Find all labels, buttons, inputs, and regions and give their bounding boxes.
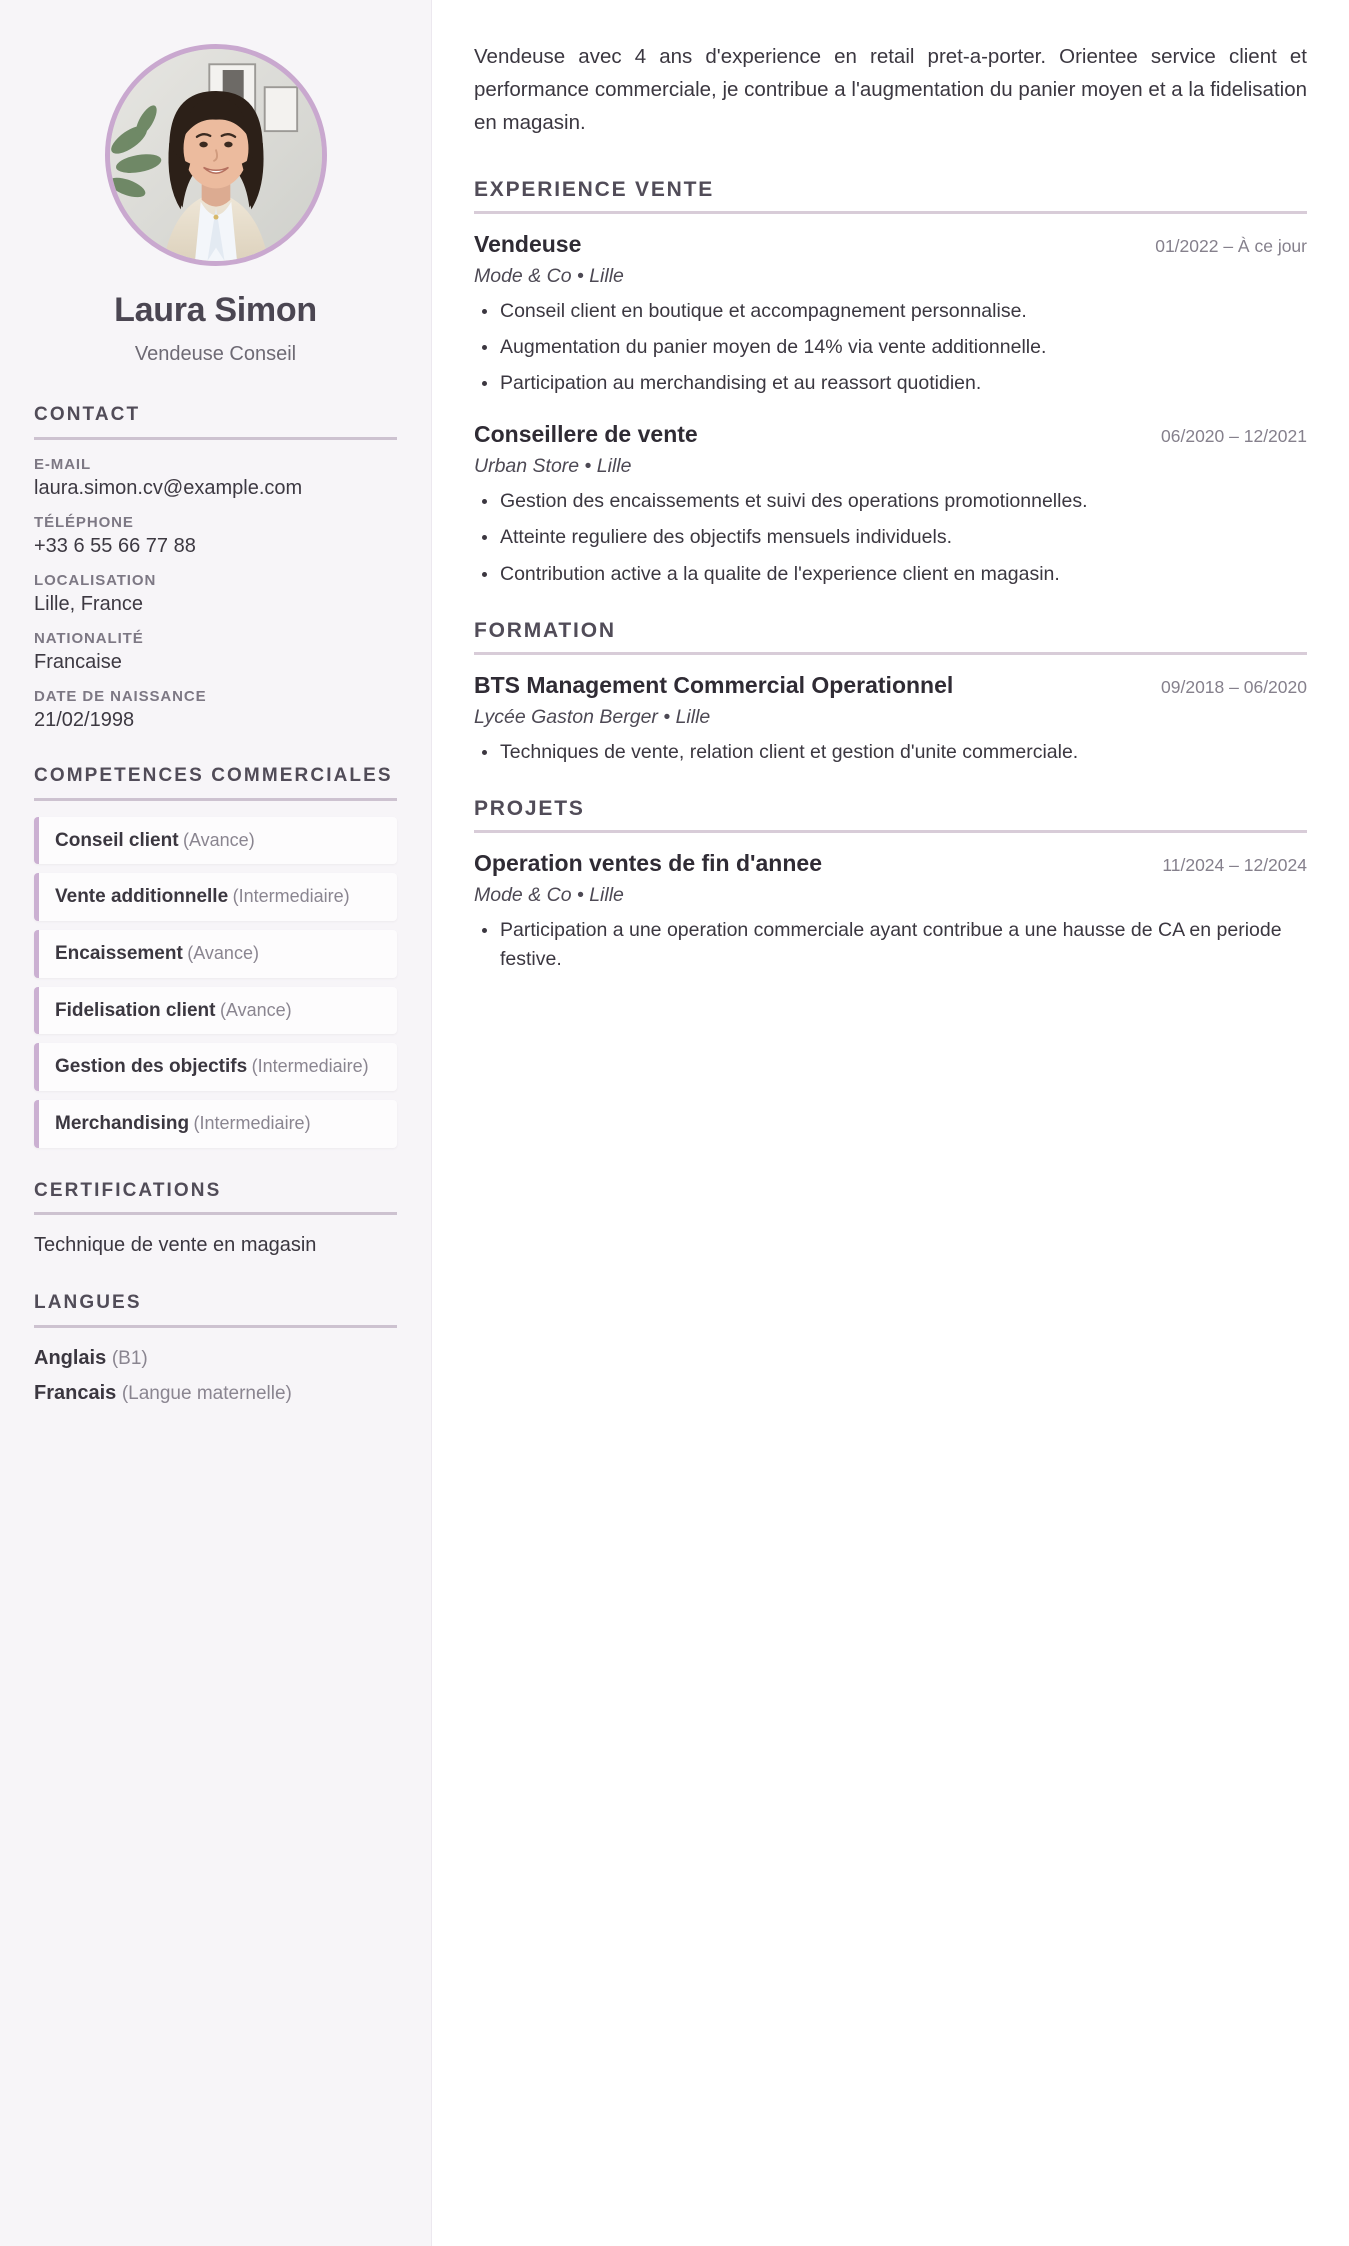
contact-field-label: E-MAIL: [34, 456, 92, 474]
section-divider: [474, 652, 1307, 655]
entry-header: [474, 230, 1307, 260]
skill-level: (Intermediaire): [232, 886, 350, 907]
experience-entry: [474, 420, 1307, 589]
contact-field-label: TÉLÉPHONE: [34, 514, 134, 532]
contact-field-label: DATE DE NAISSANCE: [34, 688, 207, 706]
projects-section-heading: PROJETS: [474, 797, 585, 821]
skill-name: Gestion des objectifs: [55, 1056, 248, 1078]
contact-field-value: +33 6 55 66 77 88: [34, 535, 196, 558]
section-divider: [34, 437, 397, 440]
contact-field-label: LOCALISATION: [34, 572, 157, 590]
skill-name: Encaissement: [55, 942, 183, 964]
project-entry: [474, 849, 1307, 974]
skill-item: [34, 817, 397, 865]
contact-field-value: 21/02/1998: [34, 709, 135, 732]
language-level: (Langue maternelle): [121, 1382, 292, 1404]
bullet-item: Atteinte reguliere des objectifs mensuels individuels.: [474, 523, 1307, 552]
skill-item: [34, 987, 397, 1035]
skill-item: [34, 1100, 397, 1148]
contact-field-location: [34, 572, 397, 617]
contact-field-value: laura.simon.cv@example.com: [34, 477, 303, 500]
entry-organization: Urban Store • Lille: [474, 455, 632, 478]
section-divider: [34, 798, 397, 801]
entry-title: BTS Management Commercial Operationnel: [474, 671, 954, 698]
language-name: Francais: [34, 1381, 117, 1404]
job-role-subtitle: Vendeuse Conseil: [134, 343, 297, 366]
profile-photo-image: [110, 49, 322, 261]
entry-dates: 06/2020 – 12/2021: [1161, 426, 1307, 447]
section-divider: [474, 211, 1307, 214]
experience-entry: [474, 230, 1307, 399]
skill-name: Merchandising: [55, 1112, 190, 1134]
skill-name: Fidelisation client: [55, 999, 216, 1021]
entry-organization: Mode & Co • Lille: [474, 883, 624, 906]
skill-level: (Avance): [187, 942, 259, 963]
certifications-section-heading: CERTIFICATIONS: [34, 1179, 222, 1201]
entry-dates: 11/2024 – 12/2024: [1162, 855, 1307, 876]
section-divider: [34, 1325, 397, 1328]
language-level: (B1): [111, 1347, 148, 1369]
entry-dates: 01/2022 – À ce jour: [1155, 235, 1307, 256]
entry-dates: 09/2018 – 06/2020: [1161, 676, 1307, 697]
entry-organization: Mode & Co • Lille: [474, 264, 624, 287]
bullet-item: Techniques de vente, relation client et gestion d'unite commerciale.: [474, 738, 1307, 767]
skill-name: Vente additionnelle: [55, 886, 229, 908]
education-section-heading: FORMATION: [474, 618, 616, 642]
experience-section-heading: EXPERIENCE VENTE: [474, 177, 715, 201]
entry-bullets: [474, 916, 1307, 975]
contact-field-email: [34, 456, 397, 501]
professional-summary: Vendeuse avec 4 ans d'experience en retail pret-a-porter. Orientee service client et performance commerciale, je contribue a l'augmentation du panier moyen et a la fidelisation en magasin.: [474, 45, 1307, 135]
bullet-item: Participation a une operation commerciale ayant contribue a une hausse de CA en periode festive.: [474, 916, 1307, 975]
languages-section: [34, 1290, 397, 1408]
skill-level: (Intermediaire): [193, 1112, 311, 1133]
bullet-item: Conseil client en boutique et accompagnement personnalise.: [474, 297, 1307, 326]
languages-section-heading: LANGUES: [34, 1292, 142, 1314]
contact-field-birthdate: [34, 688, 397, 733]
entry-organization: Lycée Gaston Berger • Lille: [474, 705, 711, 728]
skill-item: [34, 873, 397, 921]
contact-section-heading: CONTACT: [34, 404, 141, 426]
sidebar: [0, 0, 432, 2246]
language-name: Anglais: [34, 1346, 107, 1369]
skills-section-heading: COMPETENCES COMMERCIALES: [34, 765, 393, 787]
language-item: [34, 1379, 397, 1408]
skill-item: [34, 1043, 397, 1091]
entry-bullets: [474, 487, 1307, 589]
contact-field-value: Francaise: [34, 651, 122, 674]
certifications-section: [34, 1178, 397, 1261]
section-divider: [34, 1212, 397, 1215]
education-entry: [474, 671, 1307, 767]
certification-item: Technique de vente en magasin: [34, 1234, 317, 1257]
skill-level: (Avance): [182, 829, 255, 850]
entry-header: [474, 849, 1307, 879]
bullet-item: Contribution active a la qualite de l'experience client en magasin.: [474, 560, 1307, 589]
contact-field-phone: [34, 514, 397, 559]
entry-title: Operation ventes de fin d'annee: [474, 850, 822, 877]
skill-item: [34, 930, 397, 978]
experience-section: [474, 170, 1307, 589]
entry-bullets: [474, 297, 1307, 399]
skills-section: [34, 763, 397, 1147]
entry-title: Vendeuse: [474, 230, 582, 257]
bullet-item: Participation au merchandising et au reassort quotidien.: [474, 369, 1307, 398]
projects-section: [474, 789, 1307, 974]
language-item: [34, 1344, 397, 1373]
contact-field-label: NATIONALITÉ: [34, 630, 144, 648]
entry-title: Conseillere de vente: [474, 421, 698, 448]
entry-header: [474, 671, 1307, 701]
skill-name: Conseil client: [55, 829, 179, 851]
contact-field-value: Lille, France: [34, 593, 143, 616]
bullet-item: Augmentation du panier moyen de 14% via vente additionnelle.: [474, 333, 1307, 362]
profile-photo-wrapper: [34, 44, 397, 266]
education-section: [474, 611, 1307, 767]
bullet-item: Gestion des encaissements et suivi des operations promotionnelles.: [474, 487, 1307, 516]
profile-photo: [105, 44, 327, 266]
page-title: Laura Simon: [114, 291, 317, 329]
main-content: [432, 0, 1349, 2246]
entry-bullets: [474, 738, 1307, 767]
entry-header: [474, 420, 1307, 450]
section-divider: [474, 830, 1307, 833]
skill-level: (Intermediaire): [251, 1056, 369, 1077]
contact-section: [34, 402, 397, 733]
skill-level: (Avance): [219, 999, 292, 1020]
contact-field-nationality: [34, 630, 397, 675]
